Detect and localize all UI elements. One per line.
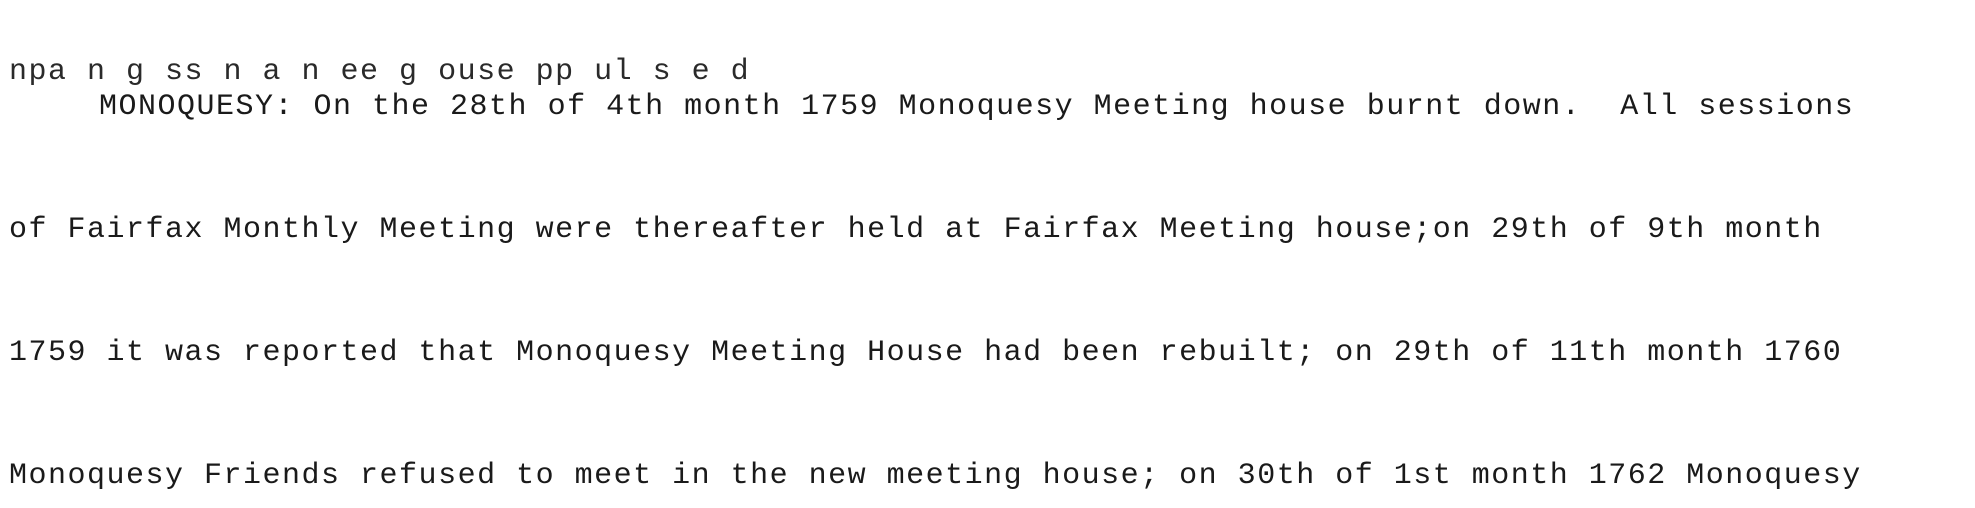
text-line: npa n g ss n a n ee g ouse pp ul s e d xyxy=(9,55,751,89)
text-line: Monoquesy Friends refused to meet in the new meeting house; on 30th of 1st month 1762 Monoquesy xyxy=(9,459,1862,493)
text-line: 1759 it was reported that Monoquesy Meeting House had been rebuilt; on 29th of 11th month 1760 xyxy=(9,336,1843,370)
text-line: MONOQUESY: On the 28th of 4th month 1759 Monoquesy Meeting house burnt down. All sessions xyxy=(99,90,1855,124)
monoquesy-paragraph xyxy=(9,5,1901,508)
cut-off-bottom-line xyxy=(9,483,1659,508)
text-line: of Fairfax Monthly Meeting were thereafter held at Fairfax Meeting house;on 29th of 9th month xyxy=(9,213,1823,247)
